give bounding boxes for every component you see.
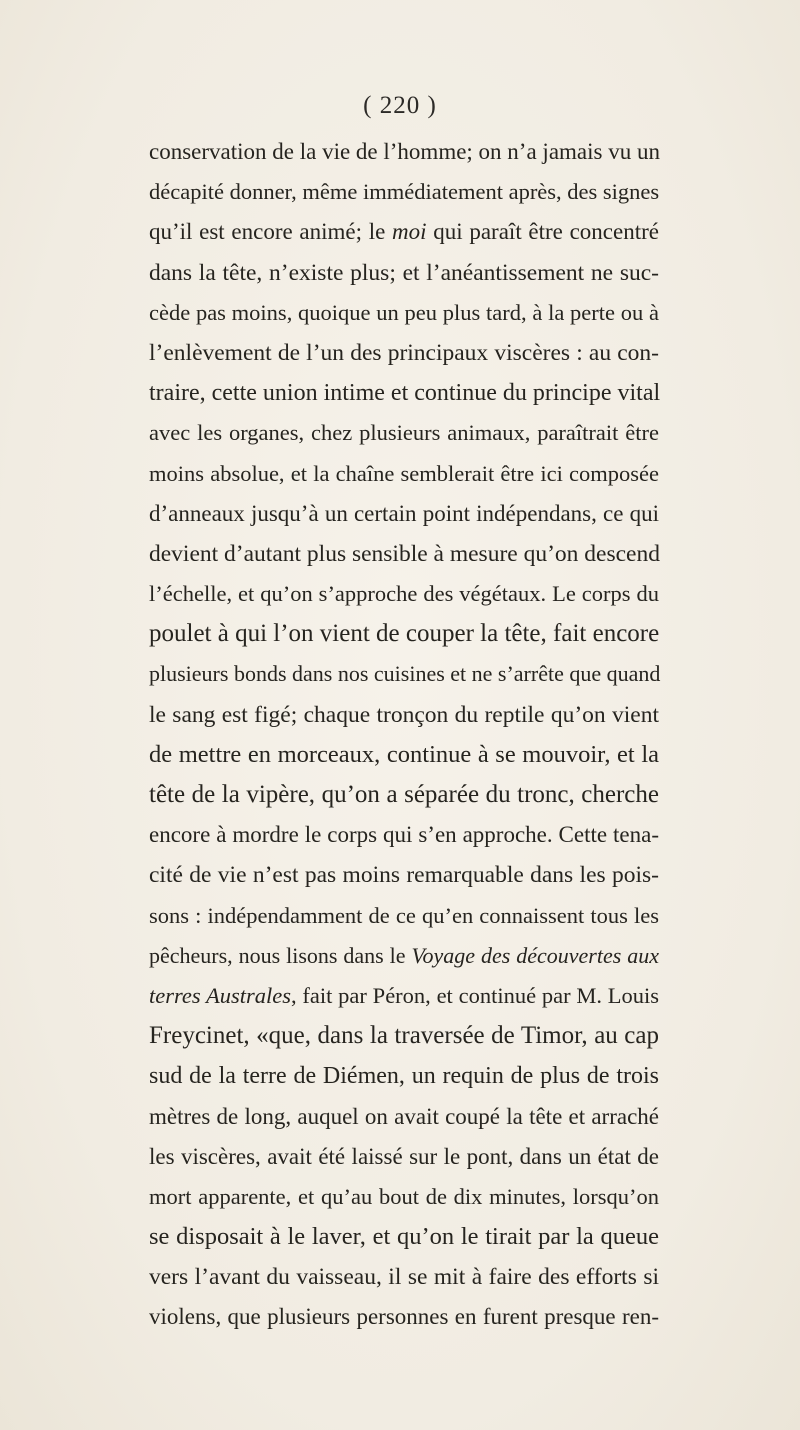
italic-text-segment: moi — [392, 219, 427, 245]
text-segment: traire, cette union intime et continue du principe vital — [149, 380, 661, 407]
text-line — [149, 212, 659, 252]
text-segment: mètres de long, auquel on avait coupé la tête et arraché — [149, 1103, 659, 1129]
italic-text-segment: Voyage des découvertes aux — [411, 942, 659, 968]
text-segment: décapité donner, même immédiatement après, des signes — [149, 179, 660, 205]
text-line — [149, 494, 659, 534]
text-line — [149, 855, 659, 895]
text-segment: cité de vie n’est pas moins remarquable dans les pois- — [149, 862, 659, 889]
text-line — [149, 735, 659, 775]
text-segment: vers l’avant du vaisseau, il se mit à faire des efforts si — [149, 1264, 659, 1291]
text-segment: encore à mordre le corps qui s’en approche. Cette tena- — [149, 822, 659, 848]
text-segment: plusieurs bonds dans nos cuisines et ne s’arrête que quand — [149, 661, 661, 687]
page-number: ( 220 ) — [363, 92, 437, 119]
text-segment: sud de la terre de Diémen, un requin de plus de trois — [149, 1063, 659, 1090]
text-segment: de mettre en morceaux, continue à se mouvoir, et la — [149, 740, 659, 768]
text-segment: se disposait à le laver, et qu’on le tirait par la queue — [149, 1223, 659, 1251]
body-text — [149, 132, 659, 1338]
text-segment: qu’il est encore animé; le — [149, 219, 393, 245]
text-line — [149, 815, 659, 855]
text-segment: pêcheurs, nous lisons dans le — [149, 942, 412, 968]
text-segment: l’échelle, et qu’on s’approche des végétaux. Le corps du — [149, 581, 659, 607]
text-segment: moins absolue, et la chaîne semblerait être ici composée — [149, 460, 659, 486]
text-segment: devient d’autant plus sensible à mesure qu’on descend — [149, 540, 660, 567]
text-line — [149, 454, 659, 494]
text-line — [149, 896, 659, 936]
text-segment: violens, que plusieurs personnes en furent presque ren- — [149, 1304, 659, 1330]
text-line — [149, 574, 659, 614]
text-line — [149, 1217, 659, 1257]
italic-text-segment: terres Australes — [149, 982, 292, 1008]
text-line — [149, 1097, 659, 1137]
text-line — [149, 976, 659, 1016]
text-line — [149, 775, 659, 815]
text-line — [149, 614, 659, 654]
text-line — [149, 1177, 659, 1217]
text-line — [149, 253, 659, 293]
text-line — [149, 172, 659, 212]
text-segment: avec les organes, chez plusieurs animaux, paraîtrait être — [149, 420, 659, 446]
text-line — [149, 695, 659, 735]
text-segment: Freycinet, «que, dans la traversée de Timor, au cap — [149, 1022, 659, 1050]
text-line — [149, 1297, 659, 1337]
text-segment: dans la tête, n’existe plus; et l’anéantissement ne suc- — [149, 259, 659, 286]
text-line — [149, 1056, 659, 1096]
text-line — [149, 413, 659, 453]
text-segment: d’anneaux jusqu’à un certain point indépendans, ce qui — [149, 500, 659, 526]
text-line — [149, 534, 659, 574]
text-segment: tête de la vipère, qu’on a séparée du tronc, cherche — [149, 781, 659, 808]
text-line — [149, 1016, 659, 1056]
text-segment: mort apparente, et qu’au bout de dix minutes, lorsqu’on — [149, 1183, 659, 1209]
text-segment: sons : indépendamment de ce qu’en connaissent tous les — [149, 902, 659, 928]
text-line — [149, 1137, 659, 1177]
text-segment: qui paraît être concentré — [426, 219, 659, 245]
text-line — [149, 936, 659, 976]
text-segment: l’enlèvement de l’un des principaux viscères : au con- — [149, 339, 659, 366]
text-line — [149, 1257, 659, 1297]
text-segment: cède pas moins, quoique un peu plus tard, à la perte ou à — [149, 299, 659, 325]
text-line — [149, 654, 659, 694]
text-line — [149, 293, 659, 333]
text-line — [149, 373, 659, 413]
text-segment: poulet à qui l’on vient de couper la tête, fait encore — [149, 620, 660, 648]
text-segment: , fait par Péron, et continué par M. Louis — [291, 982, 659, 1008]
text-segment: le sang est figé; chaque tronçon du reptile qu’on vient — [149, 701, 659, 728]
text-line — [149, 132, 659, 172]
text-segment: les viscères, avait été laissé sur le pont, dans un état de — [149, 1143, 659, 1169]
text-line — [149, 333, 659, 373]
text-segment: conservation de la vie de l’homme; on n’a jamais vu un — [149, 139, 660, 164]
